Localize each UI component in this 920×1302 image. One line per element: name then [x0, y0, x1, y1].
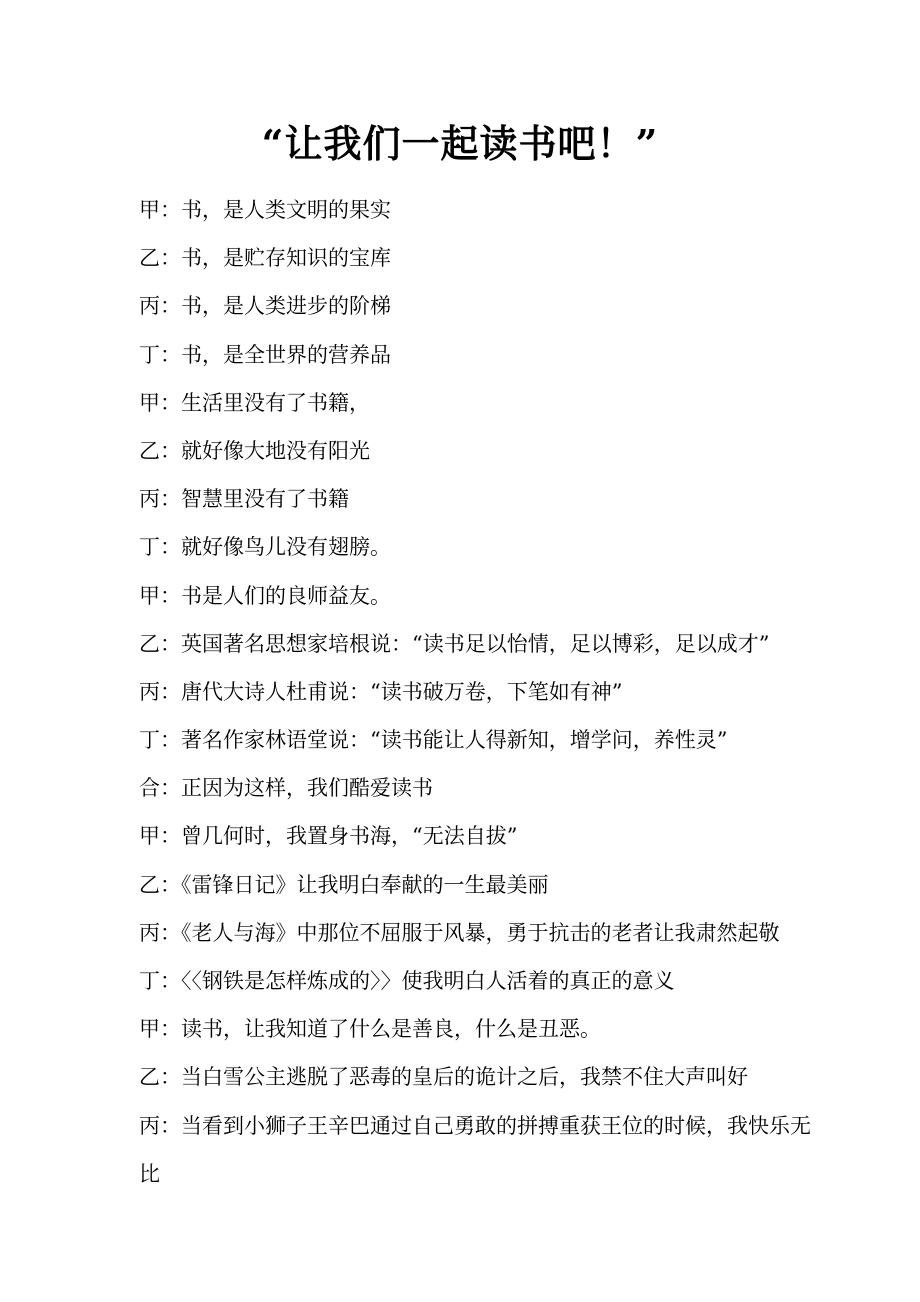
dialogue-line: 乙：英国著名思想家培根说：“读书足以怡情，足以博彩，足以成才”	[139, 631, 770, 656]
dialogue-line: 丙：智慧里没有了书籍	[139, 487, 349, 512]
document-title: “让我们一起读书吧！”	[261, 121, 659, 166]
dialogue-line: 甲：读书，让我知道了什么是善良，什么是丑恶。	[139, 1017, 601, 1042]
dialogue-line: 丁：〈〈钢铁是怎样炼成的〉〉使我明白人活着的真正的意义	[139, 969, 675, 993]
dialogue-line: 甲：书是人们的良师益友。	[139, 583, 391, 608]
dialogue-line: 乙：当白雪公主逃脱了恶毒的皇后的诡计之后，我禁不住大声叫好	[139, 1065, 748, 1090]
dialogue-line: 丁：著名作家林语堂说：“读书能让人得新知，增学问，养性灵”	[139, 728, 728, 753]
dialogue-line: 丙：当看到小狮子王辛巴通过自己勇敢的拼搏重获王位的时候，我快乐无	[139, 1113, 811, 1138]
dialogue-line: 丁：书，是全世界的营养品	[139, 342, 391, 367]
dialogue-line: 丙：《老人与海》中那位不屈服于风暴，勇于抗击的老者让我肃然起敬	[139, 920, 780, 945]
dialogue-line: 丙：唐代大诗人杜甫说：“读书破万卷，下笔如有神”	[139, 679, 623, 704]
dialogue-line: 乙：就好像大地没有阳光	[139, 438, 370, 463]
dialogue-line: 丁：就好像鸟儿没有翅膀。	[139, 535, 391, 560]
dialogue-line: 丙：书，是人类进步的阶梯	[139, 294, 391, 319]
dialogue-line: 甲：生活里没有了书籍，	[139, 390, 370, 415]
dialogue-line: 乙：书，是贮存知识的宝库	[139, 246, 391, 271]
dialogue-line: 比	[139, 1161, 160, 1186]
dialogue-lines	[139, 186, 839, 1198]
dialogue-line: 合：正因为这样，我们酷爱读书	[139, 776, 433, 801]
dialogue-line: 甲：书，是人类文明的果实	[139, 198, 391, 222]
dialogue-line: 甲：曾几何时，我置身书海，“无法自拔”	[139, 824, 518, 849]
dialogue-line: 乙：《雷锋日记》让我明白奉献的一生最美丽	[139, 872, 549, 897]
